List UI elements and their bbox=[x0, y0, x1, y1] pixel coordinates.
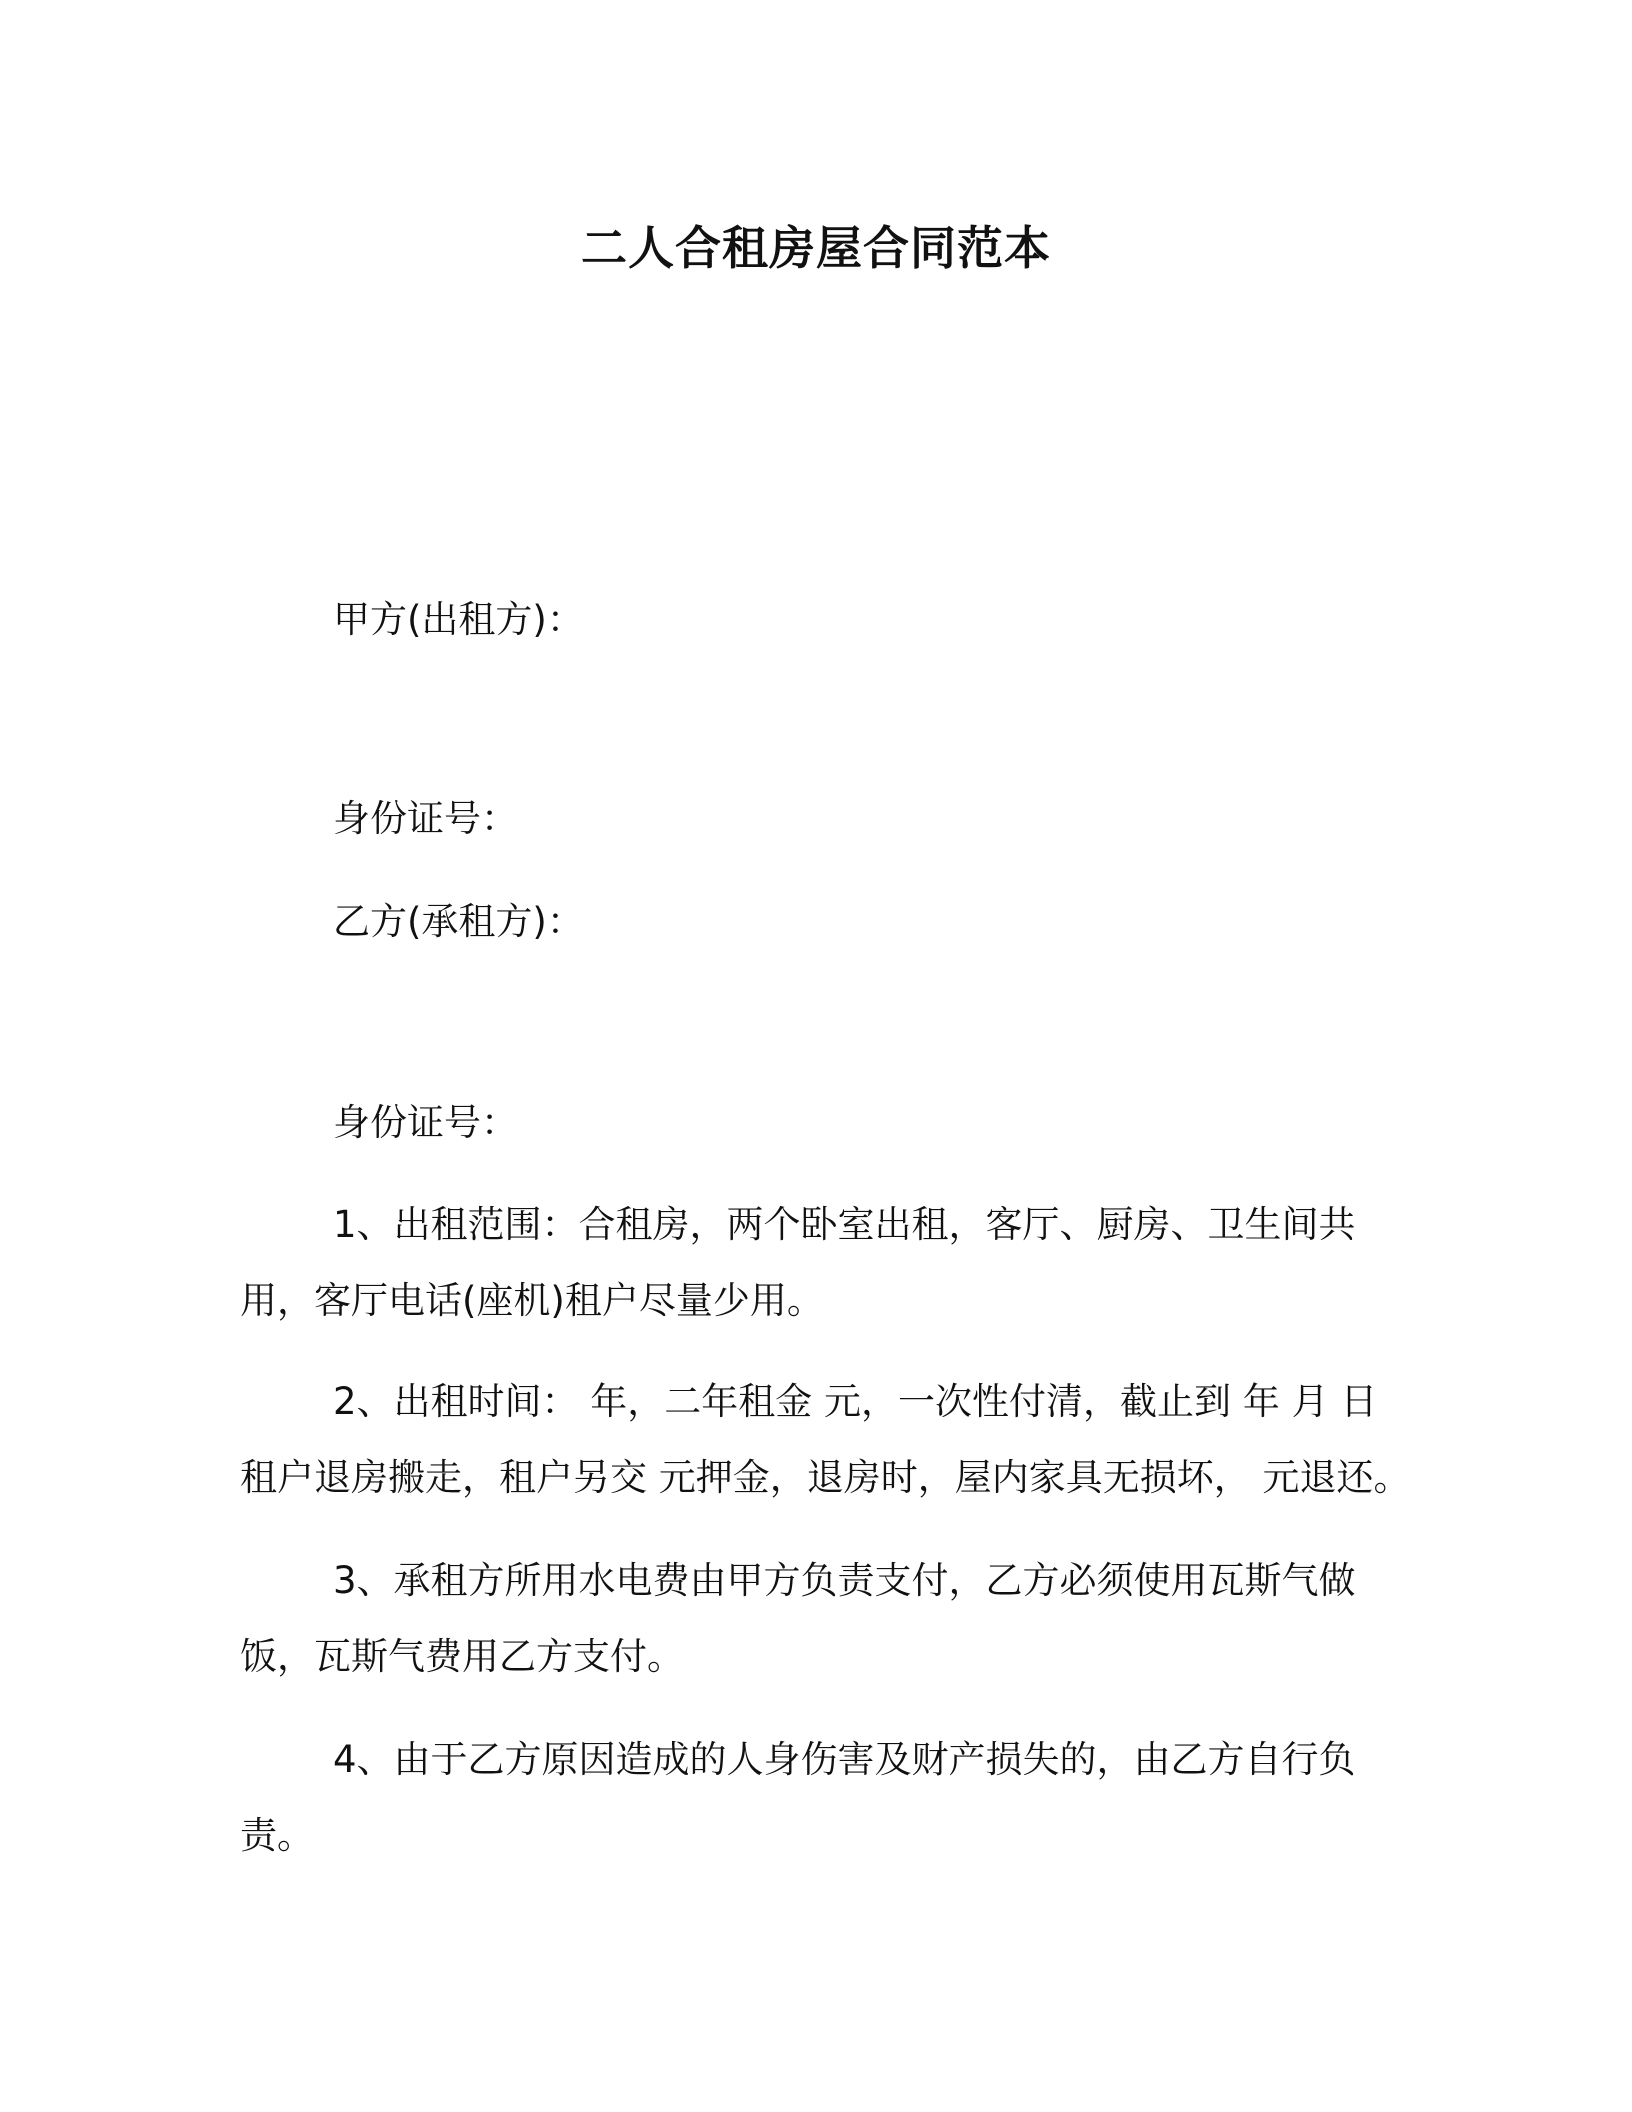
clause-line: 饭，瓦斯气费用乙方支付。 bbox=[240, 1635, 684, 1678]
clause-line: 1、出租范围：合租房，两个卧室出租，客厅、厨房、卫生间共 bbox=[333, 1203, 1356, 1246]
clause-line: 2、出租时间： 年，二年租金 元，一次性付清，截止到 年 月 日 bbox=[333, 1380, 1378, 1423]
clause-line: 3、承租方所用水电费由甲方负责支付，乙方必须使用瓦斯气做 bbox=[333, 1559, 1356, 1602]
party-a-id-label: 身份证号： bbox=[333, 797, 518, 840]
clause-line: 责。 bbox=[240, 1814, 314, 1857]
document-title: 二人合租房屋合同范本 bbox=[581, 221, 1051, 275]
party-a-label: 甲方(出租方)： bbox=[333, 598, 584, 641]
party-b-id-label: 身份证号： bbox=[333, 1101, 518, 1144]
clause-line: 用，客厅电话(座机)租户尽量少用。 bbox=[240, 1279, 824, 1322]
clause-line: 4、由于乙方原因造成的人身伤害及财产损失的，由乙方自行负 bbox=[333, 1738, 1356, 1781]
clause-line: 租户退房搬走，租户另交 元押金，退房时，屋内家具无损坏， 元退还。 bbox=[240, 1456, 1411, 1499]
party-b-label: 乙方(承租方)： bbox=[333, 900, 584, 943]
